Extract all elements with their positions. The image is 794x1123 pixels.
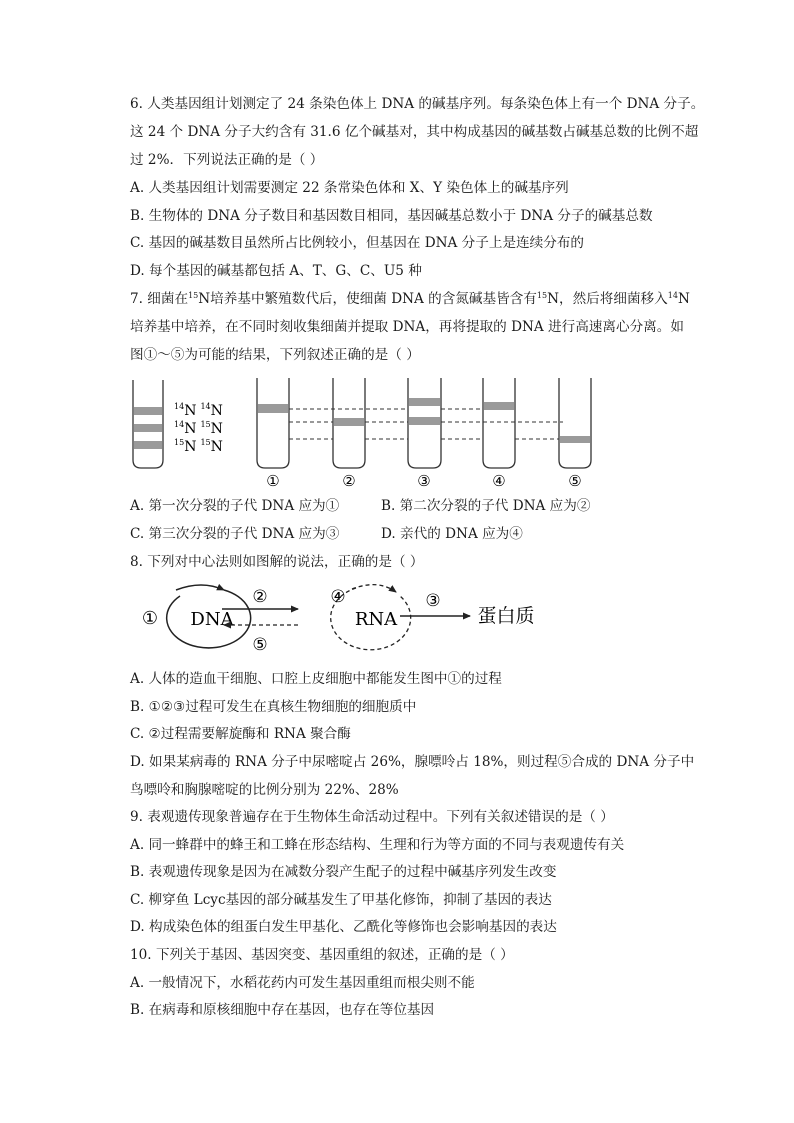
svg-text:14N15N: $^{14}$N $^{15}$N xyxy=(174,420,223,437)
q6-option-a: A. 人类基因组计划需要测定 22 条常染色体和 X、Y 染色体上的碱基序列 xyxy=(130,180,569,196)
q10-option-b: B. 在病毒和原核细胞中存在基因，也存在等位基因 xyxy=(130,1002,435,1018)
q6-stem-line-3: 过 2%．下列说法正确的是（ ） xyxy=(130,152,324,168)
q7-centrifuge-figure xyxy=(126,372,596,490)
q8-option-a: A. 人体的造血干细胞、口腔上皮细胞中都能发生图中①的过程 xyxy=(130,671,502,687)
process-4-label: ④ xyxy=(330,587,346,607)
q9-option-d: D. 构成染色体的组蛋白发生甲基化、乙酰化等修饰也会影响基因的表达 xyxy=(130,919,557,935)
tube-label-3: ③ xyxy=(417,472,431,490)
tube-5 xyxy=(559,378,591,490)
q6-option-b: B. 生物体的 DNA 分子数目和基因数目相同，基因碱基总数小于 DNA 分子的碱基总数 xyxy=(130,208,653,224)
tube-label-5: ⑤ xyxy=(568,472,582,490)
q7-option-c: C. 第三次分裂的子代 DNA 应为③ xyxy=(130,526,340,542)
q8-central-dogma-figure xyxy=(128,582,548,662)
q8-stem: 8. 下列对中心法则如图解的说法，正确的是（ ） xyxy=(130,554,424,570)
q6-option-d: D. 每个基因的碱基都包括 A、T、G、C、U5 种 xyxy=(130,263,422,279)
band-label-14n-14n xyxy=(174,402,223,419)
reference-tube xyxy=(133,380,163,468)
tube-2 xyxy=(333,378,365,490)
tube-3 xyxy=(408,378,441,490)
tube-label-4: ④ xyxy=(492,472,506,490)
process-3-label: ③ xyxy=(425,591,441,611)
process-1-label: ① xyxy=(141,608,159,629)
q7-stem-line-3: 图①～⑤为可能的结果，下列叙述正确的是（ ） xyxy=(130,347,420,363)
tube-4 xyxy=(483,378,515,490)
tube-label-1: ① xyxy=(266,472,280,490)
svg-text:15N15N: $^{15}$N $^{15}$N xyxy=(174,438,223,455)
q6-stem-line-2: 这 24 个 DNA 分子大约含有 31.6 亿个碱基对，其中构成基因的碱基数占碱基总数的比例不超 xyxy=(130,124,699,140)
process-2-label: ② xyxy=(252,587,268,607)
rna-label: RNA xyxy=(354,609,398,630)
process-5-label: ⑤ xyxy=(252,635,268,655)
q7-stem-line-2: 培养基中培养，在不同时刻收集细菌并提取 DNA，再将提取的 DNA 进行高速离心分离。如 xyxy=(130,319,684,335)
q8-option-c: C. ②过程需要解旋酶和 RNA 聚合酶 xyxy=(130,726,351,742)
q7-option-b: B. 第二次分裂的子代 DNA 应为② xyxy=(381,498,591,514)
band-label-15n-15n xyxy=(174,438,223,455)
q7-option-d: D. 亲代的 DNA 应为④ xyxy=(381,526,523,542)
svg-text:14N14N: $^{14}$N $^{14}$N xyxy=(174,402,223,419)
protein-label: 蛋白质 xyxy=(477,605,535,627)
q8-option-d-line-2: 鸟嘌呤和胸腺嘧啶的比例分别为 22%、28% xyxy=(130,782,399,798)
q10-option-a: A. 一般情况下，水稻花药内可发生基因重组而根尖则不能 xyxy=(130,975,475,991)
q8-option-b: B. ①②③过程可发生在真核生物细胞的细胞质中 xyxy=(130,699,417,715)
q6-option-c: C. 基因的碱基数目虽然所占比例较小，但基因在 DNA 分子上是连续分布的 xyxy=(130,235,585,251)
q7-stem-line-1: 7. 细菌在$^{15}$N培养基中繁殖数代后，使细菌 DNA 的含氮碱基皆含有$^{15}$N，然后将细菌移入$^{14}$N xyxy=(130,291,690,307)
q9-stem: 9. 表观遗传现象普遍存在于生物体生命活动过程中。下列有关叙述错误的是（ ） xyxy=(130,809,614,825)
q9-option-c: C. 柳穿鱼 Lcyc基因的部分碱基发生了甲基化修饰，抑制了基因的表达 xyxy=(130,892,552,908)
q6-stem-line-1: 6. 人类基因组计划测定了 24 条染色体上 DNA 的碱基序列。每条染色体上有一个 DNA 分子。 xyxy=(130,96,705,112)
q9-option-b: B. 表观遗传现象是因为在减数分裂产生配子的过程中碱基序列发生改变 xyxy=(130,864,557,880)
tube-label-2: ② xyxy=(342,472,356,490)
q7-option-a: A. 第一次分裂的子代 DNA 应为① xyxy=(130,498,340,514)
q10-stem: 10. 下列关于基因、基因突变、基因重组的叙述，正确的是（ ） xyxy=(130,947,514,963)
tube-1 xyxy=(257,378,289,490)
band-label-14n-15n xyxy=(174,420,223,437)
q8-option-d-line-1: D. 如果某病毒的 RNA 分子中尿嘧啶占 26%，腺嘌呤占 18%，则过程⑤合成的 DNA 分子中 xyxy=(130,754,695,770)
dna-label: DNA xyxy=(190,609,234,630)
q9-option-a: A. 同一蜂群中的蜂王和工蜂在形态结构、生理和行为等方面的不同与表观遗传有关 xyxy=(130,837,625,853)
